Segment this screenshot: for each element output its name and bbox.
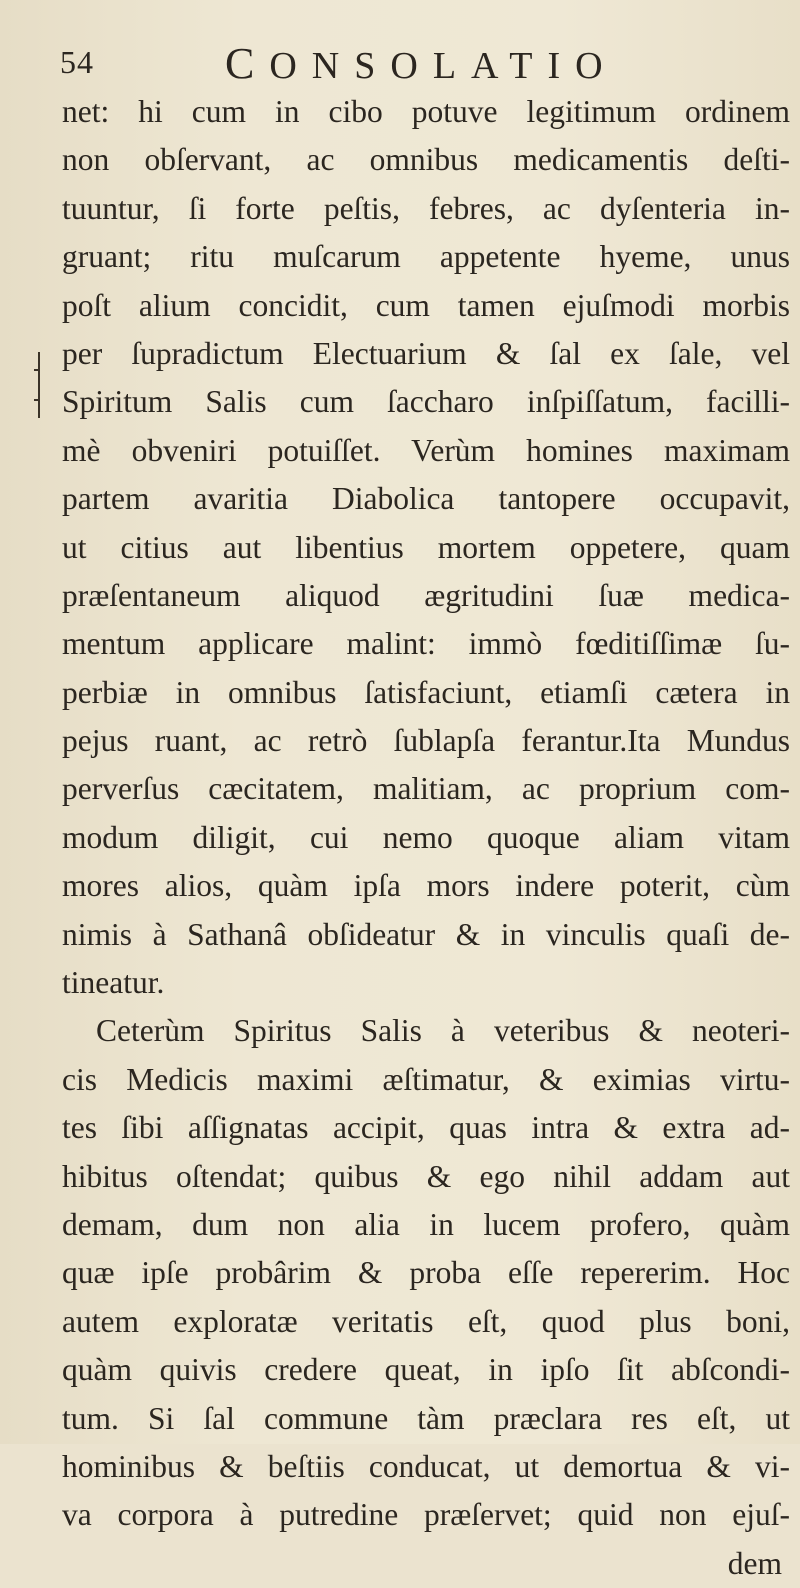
text-line: mentum applicare malint: immò fœditiſſimæ ſu- xyxy=(62,626,790,662)
text-line: tes ſibi aſſignatas accipit, quas intra & extra ad- xyxy=(62,1110,790,1146)
catchword: dem xyxy=(727,1545,782,1581)
text-line: cis Medicis maximi æſtimatur, & eximias virtu- xyxy=(62,1061,790,1097)
text-line: quàm quivis credere queat, in ipſo ſit abſcondi- xyxy=(62,1352,790,1388)
text-line: perbiæ in omnibus ſatisfaciunt, etiamſi cætera in xyxy=(62,674,790,710)
text-line: tuuntur, ſi forte peſtis, febres, ac dyſenteria in- xyxy=(62,190,790,226)
text-line: per ſupradictum Electuarium & ſal ex ſale, vel xyxy=(62,335,790,371)
text-line: gruant; ritu muſcarum appetente hyeme, unus xyxy=(62,239,790,275)
text-line: mores alios, quàm ipſa mors indere poterit, cùm xyxy=(62,868,790,904)
text-line: partem avaritia Diabolica tantopere occupavit, xyxy=(62,481,790,517)
text-line: autem exploratæ veritatis eſt, quod plus boni, xyxy=(62,1303,790,1339)
running-title: CONSOLATIO xyxy=(225,39,618,88)
text-line: net: hi cum in cibo potuve legitimum ordinem xyxy=(62,94,790,129)
text-line: perverſus cæcitatem, malitiam, ac proprium com- xyxy=(62,771,790,807)
text-line: demam, dum non alia in lucem profero, quàm xyxy=(62,1206,790,1242)
text-line: tum. Si ſal commune tàm præclara res eſt, ut xyxy=(62,1400,790,1436)
text-line: ut citius aut libentius mortem oppetere, quam xyxy=(62,529,790,565)
page-number: 54 xyxy=(60,44,94,80)
text-line: hibitus oſtendat; quibus & ego nihil addam aut xyxy=(62,1158,790,1194)
text-line: hominibus & beſtiis conducat, ut demortua & vi- xyxy=(62,1448,790,1484)
text-line: præſentaneum aliquod ægritudini ſuæ medica- xyxy=(62,577,790,613)
text-line: va corpora à putredine præſervet; quid non ejuſ- xyxy=(62,1497,790,1533)
text-line: modum diligit, cui nemo quoque aliam vitam xyxy=(62,819,790,855)
text-line: pejus ruant, ac retrò ſublapſa ferantur.Ita Mundus xyxy=(62,723,790,759)
text-line: poſt alium concidit, cum tamen ejuſmodi morbis xyxy=(62,287,790,323)
body-text xyxy=(62,88,790,1588)
text-line: non obſervant, ac omnibus medicamentis deſti- xyxy=(62,142,790,178)
text-line: quæ ipſe probârim & proba eſſe repererim. Hoc xyxy=(62,1255,790,1291)
text-line: nimis à Sathanâ obſideatur & in vinculis quaſi de- xyxy=(62,916,790,952)
text-line: Spiritum Salis cum ſaccharo inſpiſſatum, facilli- xyxy=(62,384,790,420)
text-line: tineatur. xyxy=(62,965,165,1001)
margin-bracket-mark xyxy=(30,350,44,420)
paragraph-start-line: Ceterùm Spiritus Salis à veteribus & neoteri- xyxy=(96,1013,790,1049)
text-line: mè obveniri potuiſſet. Verùm homines maximam xyxy=(62,432,790,468)
